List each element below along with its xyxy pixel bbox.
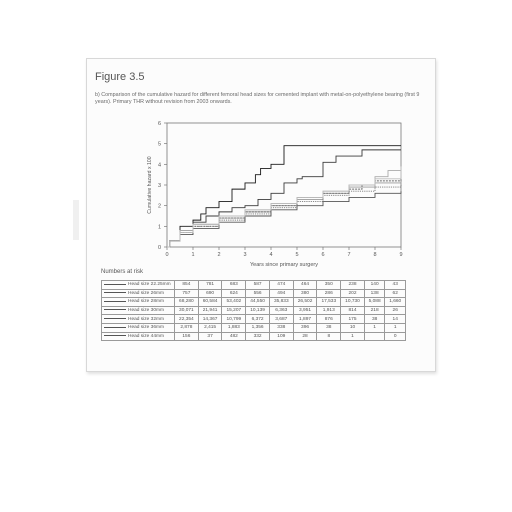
y-tick-label: 5: [157, 141, 161, 148]
figure-caption: b) Comparison of the cumulative hazard for different femoral head sizes for cemented implant with metal-on-polyethylene bearing (first 9 years). Primary THR without revision from 2003 onwards.: [95, 92, 420, 105]
y-axis-label: Cumulative hazard x 100: [147, 156, 153, 214]
risk-cell: 14,367: [198, 315, 222, 324]
risk-cell: 10,730: [341, 298, 365, 307]
risk-cell: 38: [364, 315, 385, 324]
x-tick-label: 6: [321, 252, 325, 258]
x-tick-label: 2: [217, 252, 221, 258]
risk-cell: 60,584: [198, 298, 222, 307]
risk-row-label: [102, 281, 175, 290]
risk-cell: 1: [364, 323, 385, 332]
risk-cell: 175: [341, 315, 365, 324]
risk-cell: 6,372: [246, 315, 270, 324]
hazard-chart: [87, 59, 435, 274]
series-line-8: [167, 166, 401, 247]
x-tick-label: 3: [243, 252, 247, 258]
risk-cell: 338: [269, 323, 293, 332]
risk-cell: 1: [385, 323, 406, 332]
risk-cell: 156: [175, 332, 199, 341]
risk-table-row: [102, 315, 406, 324]
risk-table-row: [102, 306, 406, 315]
risk-table-row: [102, 323, 406, 332]
risk-cell: 482: [222, 332, 246, 341]
risk-cell: 332: [246, 332, 270, 341]
risk-cell: 556: [246, 289, 270, 298]
risk-cell: 26: [385, 306, 406, 315]
risk-cell: 35,833: [269, 298, 293, 307]
series-swatch: [104, 301, 126, 302]
risk-table-row: [102, 281, 406, 290]
series-swatch: [104, 284, 126, 285]
risk-cell: 2,878: [175, 323, 199, 332]
risk-row-label-text: Head size 26mm: [128, 290, 164, 296]
risk-row-label-text: Head size 44mm: [128, 333, 164, 339]
risk-cell: 218: [364, 306, 385, 315]
risk-cell: 10: [341, 323, 365, 332]
risk-row-label-text: Head size 30mm: [128, 308, 164, 314]
risk-cell: 10,139: [246, 306, 270, 315]
risk-cell: 15,207: [222, 306, 246, 315]
risk-cell: 1,660: [385, 298, 406, 307]
risk-cell: 28: [293, 332, 317, 341]
risk-row-label: [102, 323, 175, 332]
risk-cell: 53,402: [222, 298, 246, 307]
risk-row-label: [102, 306, 175, 315]
x-tick-label: 8: [373, 252, 377, 258]
chart-series: [167, 146, 401, 247]
x-tick-label: 1: [191, 252, 195, 258]
risk-row-label: [102, 298, 175, 307]
risk-cell: 876: [317, 315, 341, 324]
risk-cell: 8: [317, 332, 341, 341]
risk-cell: 14: [385, 315, 406, 324]
risk-cell: 474: [269, 281, 293, 290]
risk-row-label: [102, 332, 175, 341]
risk-cell: 464: [293, 281, 317, 290]
y-tick-label: 4: [157, 162, 161, 169]
series-line-5: [167, 191, 401, 247]
risk-cell: 690: [198, 289, 222, 298]
series-line-4: [167, 185, 401, 247]
risk-cell: 494: [269, 289, 293, 298]
risk-cell: 1: [341, 332, 365, 341]
risk-cell: 138: [364, 289, 385, 298]
x-tick-label: 9: [399, 252, 403, 258]
x-tick-label: 7: [347, 252, 351, 258]
y-tick-label: 6: [157, 121, 161, 127]
risk-cell: 1,883: [222, 323, 246, 332]
chart-axes: [158, 121, 403, 258]
risk-cell: 30,071: [175, 306, 199, 315]
risk-cell: 380: [293, 289, 317, 298]
figure-card: [86, 58, 436, 372]
risk-cell: [364, 332, 385, 341]
risk-row-label: [102, 315, 175, 324]
x-tick-label: 4: [269, 252, 273, 258]
risk-cell: 2,415: [198, 323, 222, 332]
risk-cell: 37: [198, 332, 222, 341]
risk-cell: 21,941: [198, 306, 222, 315]
risk-cell: 3,687: [269, 315, 293, 324]
risk-cell: 43: [385, 281, 406, 290]
risk-cell: 6,363: [269, 306, 293, 315]
risk-table-row: [102, 332, 406, 341]
risk-cell: 350: [317, 281, 341, 290]
risk-row-label-text: Head size 28mm: [128, 299, 164, 305]
risk-cell: 62: [385, 289, 406, 298]
risk-cell: 17,533: [317, 298, 341, 307]
risk-cell: 1,913: [317, 306, 341, 315]
risk-cell: 140: [364, 281, 385, 290]
risk-cell: 814: [341, 306, 365, 315]
series-swatch: [104, 292, 126, 293]
x-axis-label: Years since primary surgery: [250, 262, 318, 268]
y-tick-label: 0: [157, 245, 161, 251]
risk-cell: 202: [341, 289, 365, 298]
risk-cell: 238: [341, 281, 365, 290]
risk-cell: 10,799: [222, 315, 246, 324]
risk-cell: 5,088: [364, 298, 385, 307]
risk-cell: 286: [317, 289, 341, 298]
risk-cell: 587: [246, 281, 270, 290]
risk-row-label: [102, 289, 175, 298]
risk-row-label-text: Head size 22.25mm: [128, 282, 171, 288]
risk-cell: 757: [175, 289, 199, 298]
risk-cell: 1,356: [246, 323, 270, 332]
series-swatch: [104, 327, 126, 328]
risk-cell: 396: [293, 323, 317, 332]
risk-cell: 3,951: [293, 306, 317, 315]
series-swatch: [104, 309, 126, 310]
risk-cell: 781: [198, 281, 222, 290]
risk-cell: 109: [269, 332, 293, 341]
risk-table-row: [102, 289, 406, 298]
page-edge-shadow: [73, 200, 79, 240]
risk-row-label-text: Head size 36mm: [128, 325, 164, 331]
risk-cell: 22,354: [175, 315, 199, 324]
risk-cell: 854: [175, 281, 199, 290]
numbers-at-risk-table: [101, 280, 406, 341]
risk-cell: 1,897: [293, 315, 317, 324]
risk-row-label-text: Head size 32mm: [128, 316, 164, 322]
risk-table-row: [102, 298, 406, 307]
risk-cell: 44,550: [246, 298, 270, 307]
risk-cell: 26,502: [293, 298, 317, 307]
series-swatch: [104, 318, 126, 319]
risk-cell: 624: [222, 289, 246, 298]
series-line-1: [167, 146, 401, 247]
figure-title: Figure 3.5: [95, 71, 145, 83]
risk-cell: 68,280: [175, 298, 199, 307]
y-tick-label: 1: [157, 224, 161, 231]
risk-table-title: Numbers at risk: [101, 269, 144, 275]
risk-cell: 0: [385, 332, 406, 341]
x-tick-label: 5: [295, 252, 299, 258]
x-tick-label: 0: [165, 252, 169, 258]
y-tick-label: 3: [157, 183, 161, 189]
series-line-7: [167, 171, 401, 247]
risk-cell: 683: [222, 281, 246, 290]
risk-cell: 38: [317, 323, 341, 332]
series-swatch: [104, 335, 126, 336]
y-tick-label: 2: [157, 203, 161, 210]
